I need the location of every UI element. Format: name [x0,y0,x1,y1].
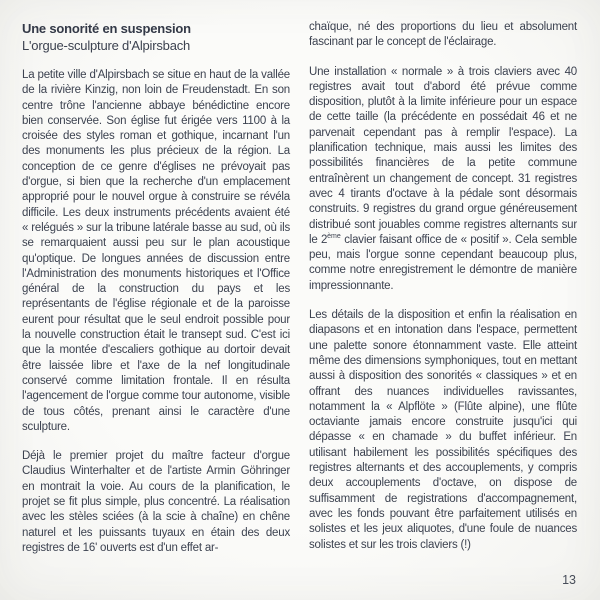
paragraph-continuation: chaïque, né des proportions du lieu et absolument fascinant par le concept de l'éclairage. [309,21,577,49]
left-column [22,20,290,570]
paragraph: Les détails de la disposition et enfin la réalisation en diapasons et en intonation dans l'espace, permettent une palette sonore étonnamment vaste. Elle atteint même des dimensions symphoniques, tout en mettant aussi à disposition des sonorités « classiques » et en offrant des nuances individuelles ravissantes, notamment la « Alpflöte » (Flûte alpine), une flûte octaviante jamais encore construite jusqu'ici qui dépasse « en chamade » du buffet inférieur. En utilisant habilement les possibilités spécifiques des registres alternants et des accouplements, y compris deux accouplements d'octave, on dispose de suffisamment de registrations d'accompagnement, avec les fonds pouvant être parfaitement utilisés en solistes et les jeux aliquotes, d'une foule de nuances solistes et sur les trois claviers (!) [309,309,577,551]
paragraph-text: clavier faisant office de « positif ». Cela semble peu, mais l'orgue sonne cependant beaucoup plus, comme notre enregistrement le démontre de manière impressionnante. [309,233,577,292]
paragraph: Déjà le premier projet du maître facteur d'orgue Claudius Winterhalter et de l'artiste Armin Göhringer en montrait la voie. Au cours de la planification, le projet se fit plus simple, plus concentré. La réalisation avec les stèles sciées (à la scie à chaîne) en chêne naturel et les puissants tuyaux en étain des deux registres de 16' ouverts est d'un effet ar- [22,450,290,554]
paragraph [309,65,577,294]
ordinal-superscript: ème [327,233,341,241]
page-number: 13 [562,573,576,587]
right-column [309,20,577,570]
paragraph-text: Une installation « normale » à trois claviers avec 40 registres avait tout d'abord été prévue comme disposition, plutôt à la limite inférieure pour un espace de cette taille (la précédente en possédait 46 et ne parvenait cependant pas à remplir l'espace). La planification technique, mais aussi les limites des possibilités financières de la petite commune entraînèrent un changement de concept. 31 registres avec 4 tirants d'octave à la pédale sont désormais construits. 9 registres du grand orgue généreusement distribué sont jouables comme registres alternants sur le 2 [309,65,577,246]
article-subtitle: L'orgue-sculpture d'Alpirsbach [22,38,191,53]
paragraph: La petite ville d'Alpirsbach se situe en haut de la vallée de la rivière Kinzig, non loin de Freudenstadt. En son centre trône l'ancienne abbaye bénédictine encore bien conservée. Son église fut érigée vers 1100 à la croisée des styles roman et gothique, incarnant l'un des monuments les plus précieux de la région. La conception de ce genre d'églises ne prévoyait pas d'orgue, si bien que la recherche d'un emplacement approprié pour le nouvel orgue à construire se révéla difficile. Les deux instruments précédents avaient été « relégués » sur la tribune latérale basse au sud, où ils se remarquaient aussi peu sur le plan acoustique qu'optique. De longues années de discussion entre l'Administration des monuments historiques et l'Office général de la construction du pays et les représentants de l'église régionale et de la paroisse eurent pour résultat que le seul endroit possible pour la nouvelle construction était le transept sud. C'est ici que la montée d'escaliers gothique au dortoir devait être laissée libre et l'axe de la nef longitudinale conservé comme limitation frontale. Il en résulta l'agencement de l'orgue comme tour autonome, visible de tous côtés, prenant ainsi le caractère d'une sculpture. [22,69,290,433]
article-title: Une sonorité en suspension [22,21,191,36]
